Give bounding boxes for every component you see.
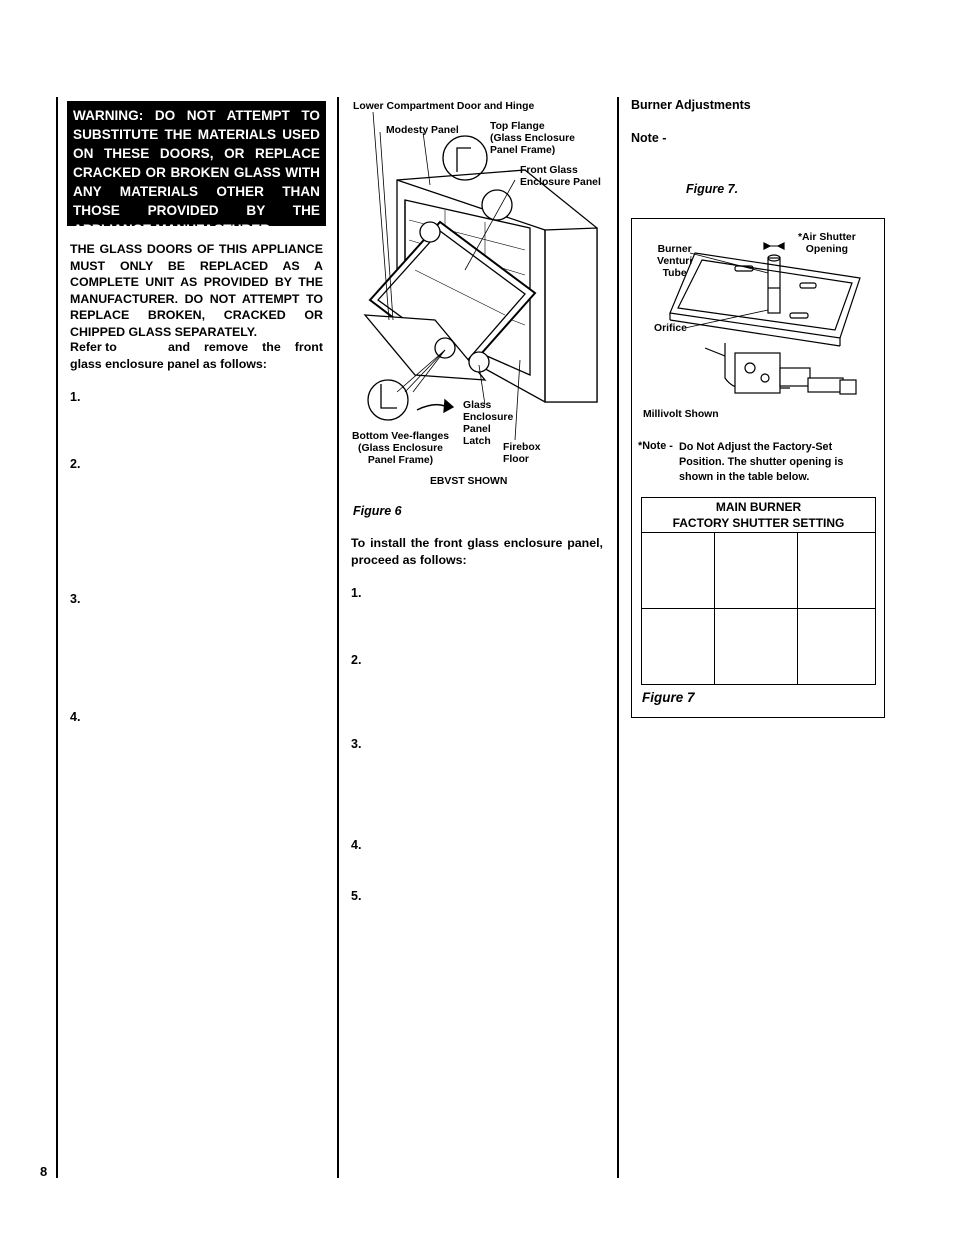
table-title-line2: FACTORY SHUTTER SETTING <box>672 516 845 530</box>
step-number: 4. <box>70 710 81 724</box>
label-model-shown: EBVST SHOWN <box>430 476 508 487</box>
figure7-reference: Figure 7. <box>686 182 739 196</box>
label-lower-door: Lower Compartment Door and Hinge <box>353 101 535 112</box>
refer-rest: and remove the front glass enclosure panel as follows: <box>70 340 323 371</box>
shutter-setting-table <box>641 497 876 685</box>
table-cell <box>798 533 876 609</box>
table-cell <box>715 533 798 609</box>
label-air-shutter: *Air Shutter Opening <box>798 232 856 255</box>
glass-notice: THE GLASS DOORS OF THIS APPLIANCE MUST ONLY BE REPLACED AS A COMPLETE UNIT AS PROVIDED BY THE MANUFACTURER. DO NOT ATTEMPT TO REPLACE BROKEN, CRACKED OR CHIPPED GLASS SEPARATELY. <box>70 242 323 339</box>
step-number: 1. <box>70 390 81 404</box>
note-star-text: Do Not Adjust the Factory-Set Position. The shutter opening is shown in the table below. <box>679 441 844 483</box>
table-cell <box>642 533 715 609</box>
table-row <box>642 533 876 609</box>
note-star-label: *Note - <box>638 440 673 452</box>
label-millivolt: Millivolt Shown <box>643 409 719 420</box>
warning-box: WARNING: DO NOT ATTEMPT TO SUBSTITUTE THE MATERIALS USED ON THESE DOORS, OR REPLACE CRACKED OR BROKEN GLASS WITH ANY MATERIALS OTHER THAN THOSE PROVIDED BY THE APPLIANCE MANUFACTURER. <box>67 101 326 226</box>
step-number: 2. <box>70 457 81 471</box>
table-title <box>642 498 876 533</box>
table-cell <box>642 609 715 685</box>
label-bottom-vee: Bottom Vee-flanges (Glass Enclosure Panel Frame) <box>352 431 449 466</box>
step-number: 2. <box>351 653 362 667</box>
install-intro: To install the front glass enclosure panel, proceed as follows: <box>351 536 603 567</box>
label-top-flange: Top Flange (Glass Enclosure Panel Frame) <box>490 121 575 156</box>
column-rule-middle <box>337 97 339 1178</box>
label-glass-latch: Glass Enclosure Panel Latch <box>463 400 514 447</box>
figure6-caption: Figure 6 <box>353 504 402 518</box>
step-number: 3. <box>70 592 81 606</box>
table-title-line1: MAIN BURNER <box>715 500 802 514</box>
figure7-caption: Figure 7 <box>642 690 695 705</box>
step-number: 5. <box>351 889 362 903</box>
step-number: 1. <box>351 586 362 600</box>
label-orifice: Orifice <box>654 323 687 334</box>
note-label: Note - <box>631 131 667 145</box>
label-modesty-panel: Modesty Panel <box>386 125 459 136</box>
label-firebox-floor: Firebox Floor <box>503 442 541 465</box>
refer-to: Refer to <box>70 340 117 354</box>
column-rule-right <box>617 97 619 1178</box>
step-number: 4. <box>351 838 362 852</box>
label-burner-venturi: Burner Venturi Tube <box>657 244 693 279</box>
page-number: 8 <box>40 1164 48 1179</box>
column-rule-left <box>56 97 58 1178</box>
table-cell <box>798 609 876 685</box>
table-row <box>642 609 876 685</box>
label-front-glass: Front Glass Enclosure Panel <box>520 165 601 188</box>
step-number: 3. <box>351 737 362 751</box>
table-cell <box>715 609 798 685</box>
burner-heading: Burner Adjustments <box>631 98 751 112</box>
